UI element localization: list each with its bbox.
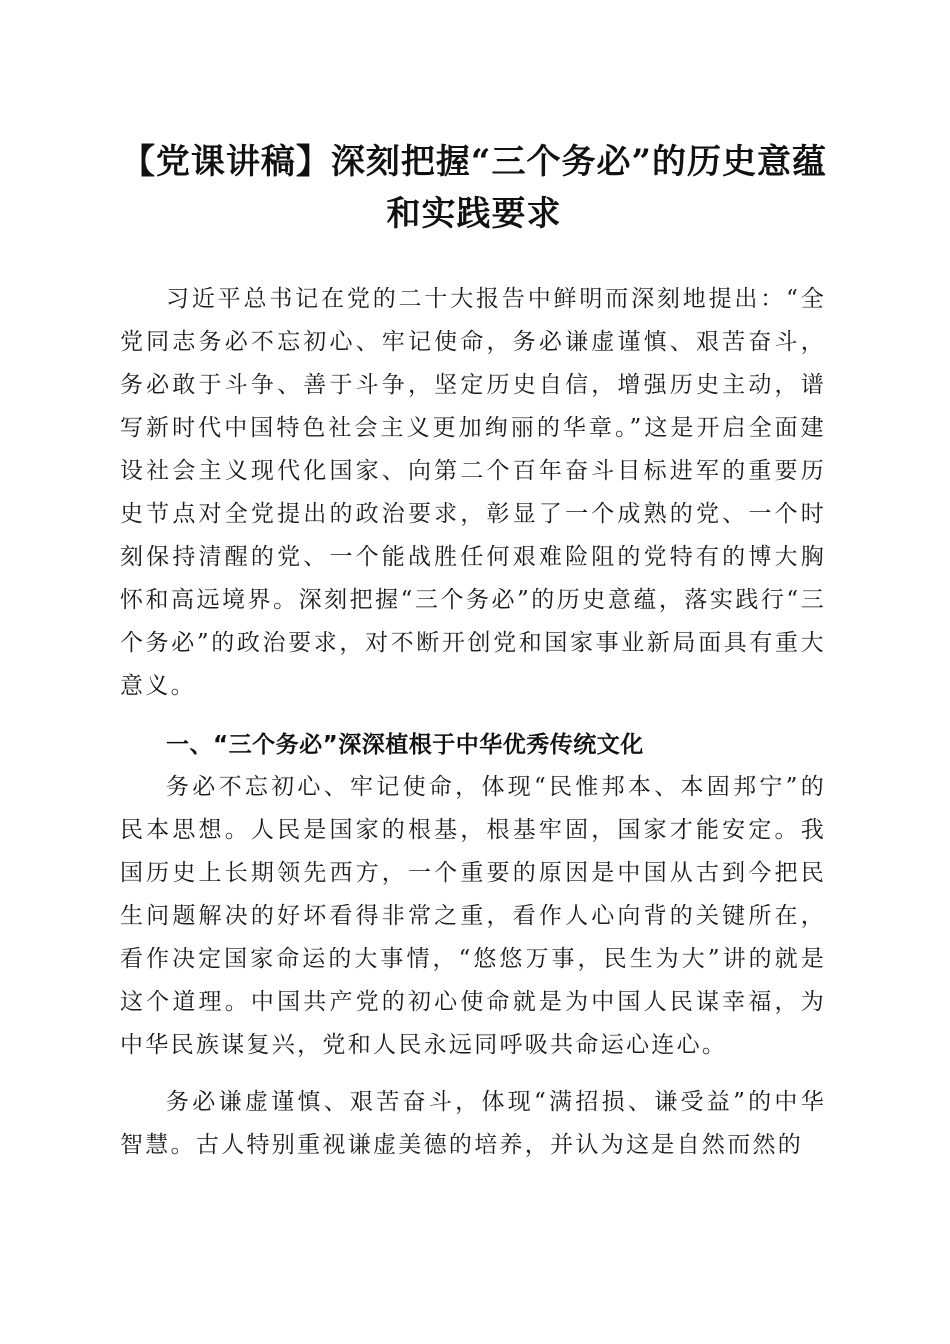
document-title: 【党课讲稿】深刻把握“三个务必”的历史意蕴和实践要求	[120, 142, 828, 234]
section-paragraph-1: 务必不忘初心、牢记使命，体现“民惟邦本、本固邦宁”的民本思想。人民是国家的根基，根基牢固，国家才能安定。我国历史上长期领先西方，一个重要的原因是中国从古到今把民生问题解决的好坏看得非常之重，看作人心向背的关键所在，看作决定国家命运的大事情，“悠悠万事，民生为大”讲的就是这个道理。中国共产党的初心使命就是为中国人民谋幸福，为中华民族谋复兴，党和人民永远同呼吸共命运心连心。	[120, 774, 826, 1058]
intro-paragraph: 习近平总书记在党的二十大报告中鲜明而深刻地提出：“全党同志务必不忘初心、牢记使命，务必谦虚谨慎、艰苦奋斗，务必敢于斗争、善于斗争，坚定历史自信，增强历史主动，谱写新时代中国特色社会主义更加绚丽的华章。”这是开启全面建设社会主义现代化国家、向第二个百年奋斗目标进军的重要历史节点对全党提出的政治要求，彰显了一个成熟的党、一个时刻保持清醒的党、一个能战胜任何艰难险阻的党特有的博大胸怀和高远境界。深刻把握“三个务必”的历史意蕴，落实践行“三个务必”的政治要求，对不断开创党和国家事业新局面具有重大意义。	[120, 286, 826, 699]
section-paragraph-2: 务必谦虚谨慎、艰苦奋斗，体现“满招损、谦受益”的中华智慧。古人特别重视谦虚美德的培养，并认为这是自然而然的	[120, 1089, 826, 1158]
section-heading: 一、“三个务必”深深植根于中华优秀传统文化	[166, 732, 644, 758]
